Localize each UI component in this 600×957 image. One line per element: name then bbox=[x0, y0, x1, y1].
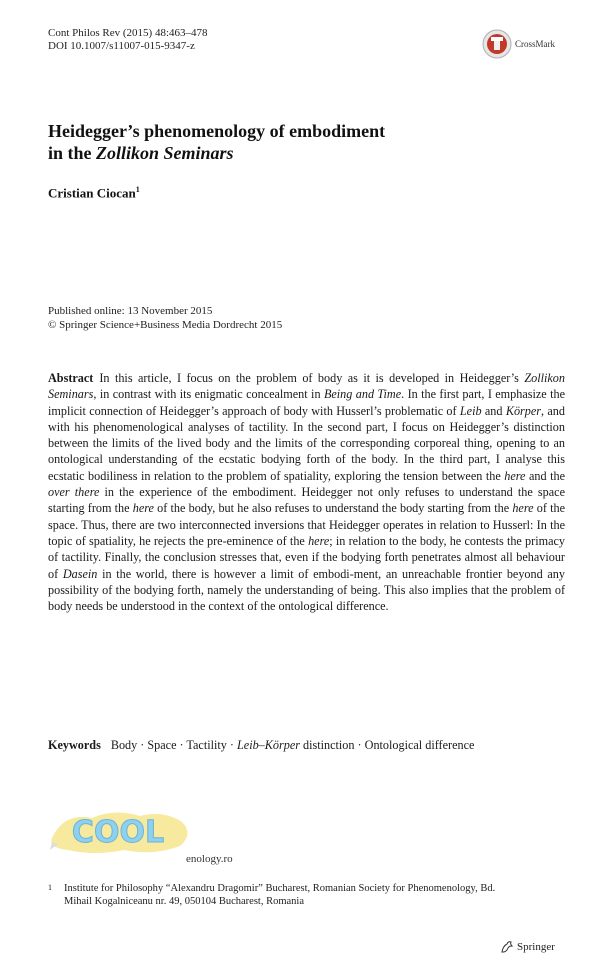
publisher-name: Springer bbox=[517, 941, 555, 953]
keywords-label: Keywords bbox=[48, 738, 101, 752]
author-affiliation-marker: 1 bbox=[135, 185, 140, 194]
body-text: . In the first part, I emphasize the implicit connection of Heidegger’s approach of body with Husserl’s problematic of bbox=[48, 387, 565, 418]
keywords-section bbox=[48, 737, 565, 753]
emphasis-text: over there bbox=[48, 485, 100, 500]
copyright-line: © Springer Science+Business Media Dordrecht 2015 bbox=[48, 319, 283, 331]
emphasis-text: Being and Time bbox=[323, 387, 402, 402]
abstract-section bbox=[48, 370, 565, 614]
body-text: In this article, I focus on the problem of body as it is developed in Heidegger’s bbox=[99, 371, 525, 385]
emphasis-text: here bbox=[132, 501, 154, 516]
footnote-text: Institute for Philosophy “Alexandru Dragomir” Bucharest, Romanian Society for Phenomenology, Bd. Mihail Kogalniceanu nr. 49, 050104 Bucharest, Romania bbox=[64, 883, 496, 907]
watermark-icon bbox=[44, 808, 194, 856]
published-date: Published online: 13 November 2015 bbox=[48, 305, 213, 317]
title-line-1: Heidegger’s phenomenology of embodiment bbox=[48, 121, 386, 141]
springer-horse-icon bbox=[500, 940, 514, 954]
affiliation-footnote bbox=[48, 882, 518, 908]
article-title bbox=[48, 120, 385, 164]
body-text: in the world, there is however a limit of embodi-ment, an unreachable frontier beyond any possibility of the bodying forth, namely the understanding of being. This also implies that the problem of body needs be understood in the context of the ontological difference. bbox=[48, 566, 565, 614]
body-text: , and with his phenomenological analyses of tactility. In the second part, I focus on Heidegger’s distinction between the limits of the lived body and the limits of the corresponding corporeal thing, opening to an ontological understanding of the ecstatic bodying forth of the body. In the third part, I analyse this ecstatic bodiliness in relation to the problem of spatiality, exploring the tension between the bbox=[48, 403, 565, 483]
emphasis-text: Leib bbox=[459, 403, 482, 418]
watermark-url: enology.ro bbox=[186, 853, 233, 865]
keywords-list bbox=[111, 738, 475, 752]
emphasis-text: Körper bbox=[505, 403, 542, 418]
body-text: ; in relation to the body, he contests the primacy of tactility. Finally, the conclusion stresses that, even if the bodying forth penetrates almost all behaviour of bbox=[48, 533, 565, 581]
abstract-label: Abstract bbox=[48, 371, 94, 385]
body-text: of the body, but he also refuses to understand the body starting from the bbox=[153, 501, 513, 516]
crossmark-label: CrossMark bbox=[515, 39, 555, 49]
emphasis-text: Leib–Körper bbox=[237, 738, 300, 752]
crossmark-badge[interactable] bbox=[482, 29, 555, 59]
publisher-logo bbox=[500, 940, 555, 954]
emphasis-text: here bbox=[308, 533, 330, 548]
emphasis-text: Dasein bbox=[62, 566, 98, 581]
author-name bbox=[48, 185, 140, 201]
watermark-logo-text: COOL bbox=[71, 815, 165, 850]
title-line-2 bbox=[48, 142, 385, 164]
body-text: and the bbox=[525, 468, 565, 483]
body-text: of the space. Thus, there are two interconnected inversions that Heidegger operates in relation to Husserl: In the topic of spatiality, he rejects the pre-eminence of the bbox=[48, 501, 565, 548]
body-text: and bbox=[481, 403, 506, 418]
title-italic: Zollikon Seminars bbox=[96, 143, 234, 163]
title-prefix: in the bbox=[48, 143, 97, 163]
footnote-number: 1 bbox=[48, 883, 52, 892]
body-text: , in contrast with its enigmatic concealment in bbox=[93, 387, 324, 402]
emphasis-text: here bbox=[504, 468, 526, 483]
body-text: in the experience of the embodiment. Heidegger not only refuses to understand the space starting from the bbox=[48, 485, 565, 516]
emphasis-text: here bbox=[512, 501, 534, 516]
emphasis-text: Zollikon Seminars bbox=[48, 371, 565, 402]
cool-watermark-logo bbox=[44, 808, 194, 861]
author-text: Cristian Ciocan bbox=[48, 185, 136, 201]
abstract-body bbox=[48, 371, 565, 613]
crossmark-icon bbox=[482, 29, 512, 59]
journal-citation: Cont Philos Rev (2015) 48:463–478 bbox=[48, 27, 208, 39]
body-text: distinction · Ontological difference bbox=[299, 738, 475, 752]
doi-line: DOI 10.1007/s11007-015-9347-z bbox=[48, 40, 195, 52]
body-text: Body · Space · Tactility · bbox=[110, 738, 237, 752]
